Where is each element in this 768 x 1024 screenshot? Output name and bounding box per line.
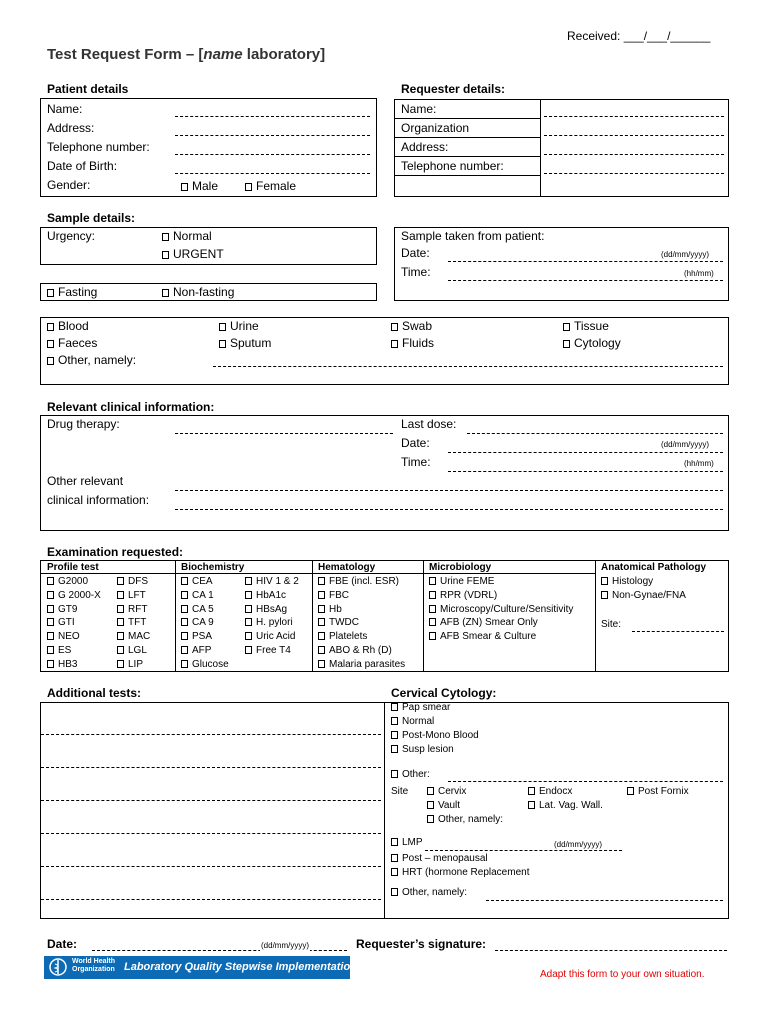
- sample-time-input[interactable]: [448, 280, 723, 281]
- requester-row-line: [394, 137, 540, 138]
- anat-checkbox[interactable]: Histology: [601, 576, 653, 588]
- requester-address-input[interactable]: [544, 154, 724, 155]
- sample-heading: Sample details:: [47, 211, 136, 225]
- micro-title: Microbiology: [429, 562, 492, 573]
- anat-site-label: Site:: [601, 619, 622, 630]
- urgent-checkbox[interactable]: URGENT: [162, 247, 224, 261]
- urine-checkbox[interactable]: Urine: [219, 319, 259, 333]
- cervix-checkbox[interactable]: Cervix: [427, 786, 466, 798]
- hrt-checkbox[interactable]: HRT (hormone Replacement: [391, 867, 529, 879]
- post-fornix-checkbox[interactable]: Post Fornix: [627, 786, 689, 798]
- profile-test-checkbox[interactable]: RFT: [117, 604, 147, 616]
- drug-therapy-input[interactable]: [175, 433, 393, 434]
- micro-checkbox[interactable]: RPR (VDRL): [429, 590, 497, 602]
- biochem-checkbox[interactable]: H. pylori: [245, 617, 293, 629]
- endocx-checkbox[interactable]: Endocx: [528, 786, 572, 798]
- patient-gender-label: Gender:: [47, 178, 91, 192]
- nonfasting-checkbox[interactable]: Non-fasting: [162, 285, 234, 299]
- post-mono-blood-checkbox[interactable]: Post-Mono Blood: [391, 730, 479, 742]
- anat-site-input[interactable]: [632, 631, 724, 632]
- hema-title: Hematology: [318, 562, 376, 573]
- biochem-checkbox[interactable]: Free T4: [245, 645, 291, 657]
- requester-telephone-input[interactable]: [544, 173, 724, 174]
- exam-col-divider: [423, 560, 424, 672]
- biochem-title: Biochemistry: [181, 562, 245, 573]
- biochem-checkbox[interactable]: Uric Acid: [245, 631, 295, 643]
- other-clinical-input-1[interactable]: [175, 490, 723, 491]
- patient-dob-input[interactable]: [175, 173, 370, 174]
- micro-checkbox[interactable]: Microscopy/Culture/Sensitivity: [429, 604, 573, 616]
- site-label: Site: [391, 786, 409, 797]
- profile-test-checkbox[interactable]: LIP: [117, 659, 143, 671]
- requester-row-line: [394, 175, 540, 176]
- hema-checkbox[interactable]: Hb: [318, 604, 342, 616]
- footer-date-format: (dd/mm/yyyy): [261, 941, 309, 950]
- sample-time-format: (hh/mm): [684, 269, 714, 278]
- dose-time-format: (hh/mm): [684, 459, 714, 468]
- hema-checkbox[interactable]: Malaria parasites: [318, 659, 405, 671]
- sputum-checkbox[interactable]: Sputum: [219, 336, 271, 350]
- cytology-checkbox[interactable]: Cytology: [563, 336, 621, 350]
- additional-heading: Additional tests:: [47, 686, 142, 700]
- profile-test-checkbox[interactable]: NEO: [47, 631, 80, 643]
- requester-address-label: Address:: [401, 140, 449, 154]
- lqsi-logo: [44, 956, 381, 979]
- signature-label: Requester’s signature:: [356, 937, 487, 951]
- biochem-checkbox[interactable]: CA 9: [181, 617, 214, 629]
- requester-name-input[interactable]: [544, 116, 724, 117]
- clinical-heading: Relevant clinical information:: [47, 400, 215, 414]
- who-name: World Health Organization: [72, 958, 116, 973]
- fasting-checkbox[interactable]: Fasting: [47, 285, 97, 299]
- last-dose-label: Last dose:: [401, 417, 457, 431]
- susp-lesion-checkbox[interactable]: Susp lesion: [391, 744, 454, 756]
- vault-checkbox[interactable]: Vault: [427, 800, 460, 812]
- other-clinical-label-1: Other relevant: [47, 474, 124, 488]
- biochem-checkbox[interactable]: CA 1: [181, 590, 214, 602]
- post-menopausal-checkbox[interactable]: Post – menopausal: [391, 853, 488, 865]
- footer-date-label: Date:: [47, 937, 78, 951]
- sample-type-box: [40, 317, 729, 385]
- normal-cyto-checkbox[interactable]: Normal: [391, 716, 434, 728]
- sample-taken-label: Sample taken from patient:: [401, 229, 545, 243]
- exam-heading: Examination requested:: [47, 545, 184, 559]
- swab-checkbox[interactable]: Swab: [391, 319, 432, 333]
- hema-checkbox[interactable]: FBE (incl. ESR): [318, 576, 399, 588]
- patient-address-label: Address:: [47, 121, 95, 135]
- signature-input[interactable]: [495, 950, 727, 951]
- additional-test-line[interactable]: [41, 800, 381, 801]
- dose-time-input[interactable]: [448, 471, 723, 472]
- form-title: Test Request Form – [name laboratory]: [47, 46, 326, 63]
- profile-test-checkbox[interactable]: LFT: [117, 590, 146, 602]
- micro-checkbox[interactable]: Urine FEME: [429, 576, 494, 588]
- requester-telephone-label: Telephone number:: [401, 159, 504, 173]
- sample-time-label: Time:: [401, 265, 431, 279]
- patient-telephone-input[interactable]: [175, 154, 370, 155]
- fluids-checkbox[interactable]: Fluids: [391, 336, 434, 350]
- biochem-checkbox[interactable]: HBsAg: [245, 604, 287, 616]
- additional-test-line[interactable]: [41, 899, 381, 900]
- profile-test-checkbox[interactable]: LGL: [117, 645, 147, 657]
- additional-test-line[interactable]: [41, 767, 381, 768]
- dose-date-label: Date:: [401, 436, 430, 450]
- anat-title: Anatomical Pathology: [601, 562, 707, 573]
- who-emblem-icon: [47, 957, 69, 977]
- exam-col-divider: [175, 560, 176, 672]
- biochem-checkbox[interactable]: AFP: [181, 645, 211, 657]
- biochem-checkbox[interactable]: HbA1c: [245, 590, 286, 602]
- lat-vag-wall-checkbox[interactable]: Lat. Vag. Wall.: [528, 800, 603, 812]
- cervical-other-input[interactable]: [448, 781, 723, 782]
- hema-checkbox[interactable]: TWDC: [318, 617, 359, 629]
- male-checkbox[interactable]: Male: [181, 179, 218, 193]
- patient-address-input[interactable]: [175, 135, 370, 136]
- exam-col-divider: [312, 560, 313, 672]
- dose-date-input[interactable]: [448, 452, 723, 453]
- biochem-checkbox[interactable]: Glucose: [181, 659, 229, 671]
- profile-test-checkbox[interactable]: MAC: [117, 631, 150, 643]
- profile-test-checkbox[interactable]: GTI: [47, 617, 75, 629]
- requester-row-line: [394, 118, 540, 119]
- patient-heading: Patient details: [47, 82, 129, 96]
- logo-text: Laboratory Quality Stepwise Implementation tool: [124, 961, 381, 973]
- other-clinical-label-2: clinical information:: [47, 493, 150, 507]
- sample-date-label: Date:: [401, 246, 430, 260]
- adapt-note: Adapt this form to your own situation.: [540, 969, 705, 980]
- other-clinical-input-2[interactable]: [175, 509, 723, 510]
- sample-date-input[interactable]: [448, 261, 723, 262]
- biochem-checkbox[interactable]: CA 5: [181, 604, 214, 616]
- requester-row-line: [394, 156, 540, 157]
- blood-checkbox[interactable]: Blood: [47, 319, 89, 333]
- biochem-checkbox[interactable]: HIV 1 & 2: [245, 576, 299, 588]
- patient-name-input[interactable]: [175, 116, 370, 117]
- hema-checkbox[interactable]: FBC: [318, 590, 349, 602]
- cervical-other2-checkbox[interactable]: Other, namely:: [391, 887, 467, 899]
- urgency-label: Urgency:: [47, 229, 96, 243]
- dose-date-format: (dd/mm/yyyy): [661, 440, 709, 449]
- tissue-checkbox[interactable]: Tissue: [563, 319, 609, 333]
- dose-time-label: Time:: [401, 455, 431, 469]
- lmp-format: (dd/mm/yyyy): [554, 840, 602, 849]
- cervical-other2-input[interactable]: [486, 900, 723, 901]
- anat-checkbox[interactable]: Non-Gynae/FNA: [601, 590, 686, 602]
- patient-telephone-label: Telephone number:: [47, 140, 150, 154]
- patient-dob-label: Date of Birth:: [47, 159, 118, 173]
- female-checkbox[interactable]: Female: [245, 179, 296, 193]
- requester-organization-input[interactable]: [544, 135, 724, 136]
- cervical-heading: Cervical Cytology:: [391, 686, 497, 700]
- requester-heading: Requester details:: [401, 82, 506, 96]
- received-field[interactable]: Received: ___/___/______: [567, 29, 711, 43]
- profile-test-checkbox[interactable]: HB3: [47, 659, 77, 671]
- site-other-checkbox[interactable]: Other, namely:: [427, 814, 503, 826]
- micro-checkbox[interactable]: AFB (ZN) Smear Only: [429, 617, 538, 629]
- biochem-checkbox[interactable]: CEA: [181, 576, 213, 588]
- faeces-checkbox[interactable]: Faeces: [47, 336, 97, 350]
- profile-test-checkbox[interactable]: ES: [47, 645, 71, 657]
- hema-checkbox[interactable]: Platelets: [318, 631, 367, 643]
- additional-test-line[interactable]: [41, 866, 381, 867]
- additional-divider: [384, 702, 385, 919]
- cervical-other-checkbox[interactable]: Other:: [391, 769, 430, 781]
- profile-test-checkbox[interactable]: G2000: [47, 576, 88, 588]
- profile-test-checkbox[interactable]: GT9: [47, 604, 77, 616]
- requester-organization-label: Organization: [401, 121, 470, 135]
- pap-smear-checkbox[interactable]: Pap smear: [391, 702, 450, 714]
- drug-therapy-label: Drug therapy:: [47, 417, 120, 431]
- additional-test-line[interactable]: [41, 734, 381, 735]
- additional-test-line[interactable]: [41, 833, 381, 834]
- lmp-input[interactable]: [425, 850, 622, 851]
- last-dose-input[interactable]: [467, 433, 723, 434]
- micro-checkbox[interactable]: AFB Smear & Culture: [429, 631, 536, 643]
- hema-checkbox[interactable]: ABO & Rh (D): [318, 645, 392, 657]
- requester-divider: [540, 99, 541, 197]
- biochem-checkbox[interactable]: PSA: [181, 631, 212, 643]
- other-type-input[interactable]: [213, 366, 723, 367]
- profile-test-checkbox[interactable]: TFT: [117, 617, 146, 629]
- requester-name-label: Name:: [401, 102, 437, 116]
- normal-checkbox[interactable]: Normal: [162, 229, 212, 243]
- lmp-checkbox[interactable]: LMP: [391, 837, 423, 849]
- other-type-checkbox[interactable]: Other, namely:: [47, 353, 136, 367]
- patient-name-label: Name:: [47, 102, 83, 116]
- profile-title: Profile test: [47, 562, 99, 573]
- profile-test-checkbox[interactable]: DFS: [117, 576, 148, 588]
- profile-test-checkbox[interactable]: G 2000-X: [47, 590, 101, 602]
- sample-date-format: (dd/mm/yyyy): [661, 250, 709, 259]
- exam-col-divider: [595, 560, 596, 672]
